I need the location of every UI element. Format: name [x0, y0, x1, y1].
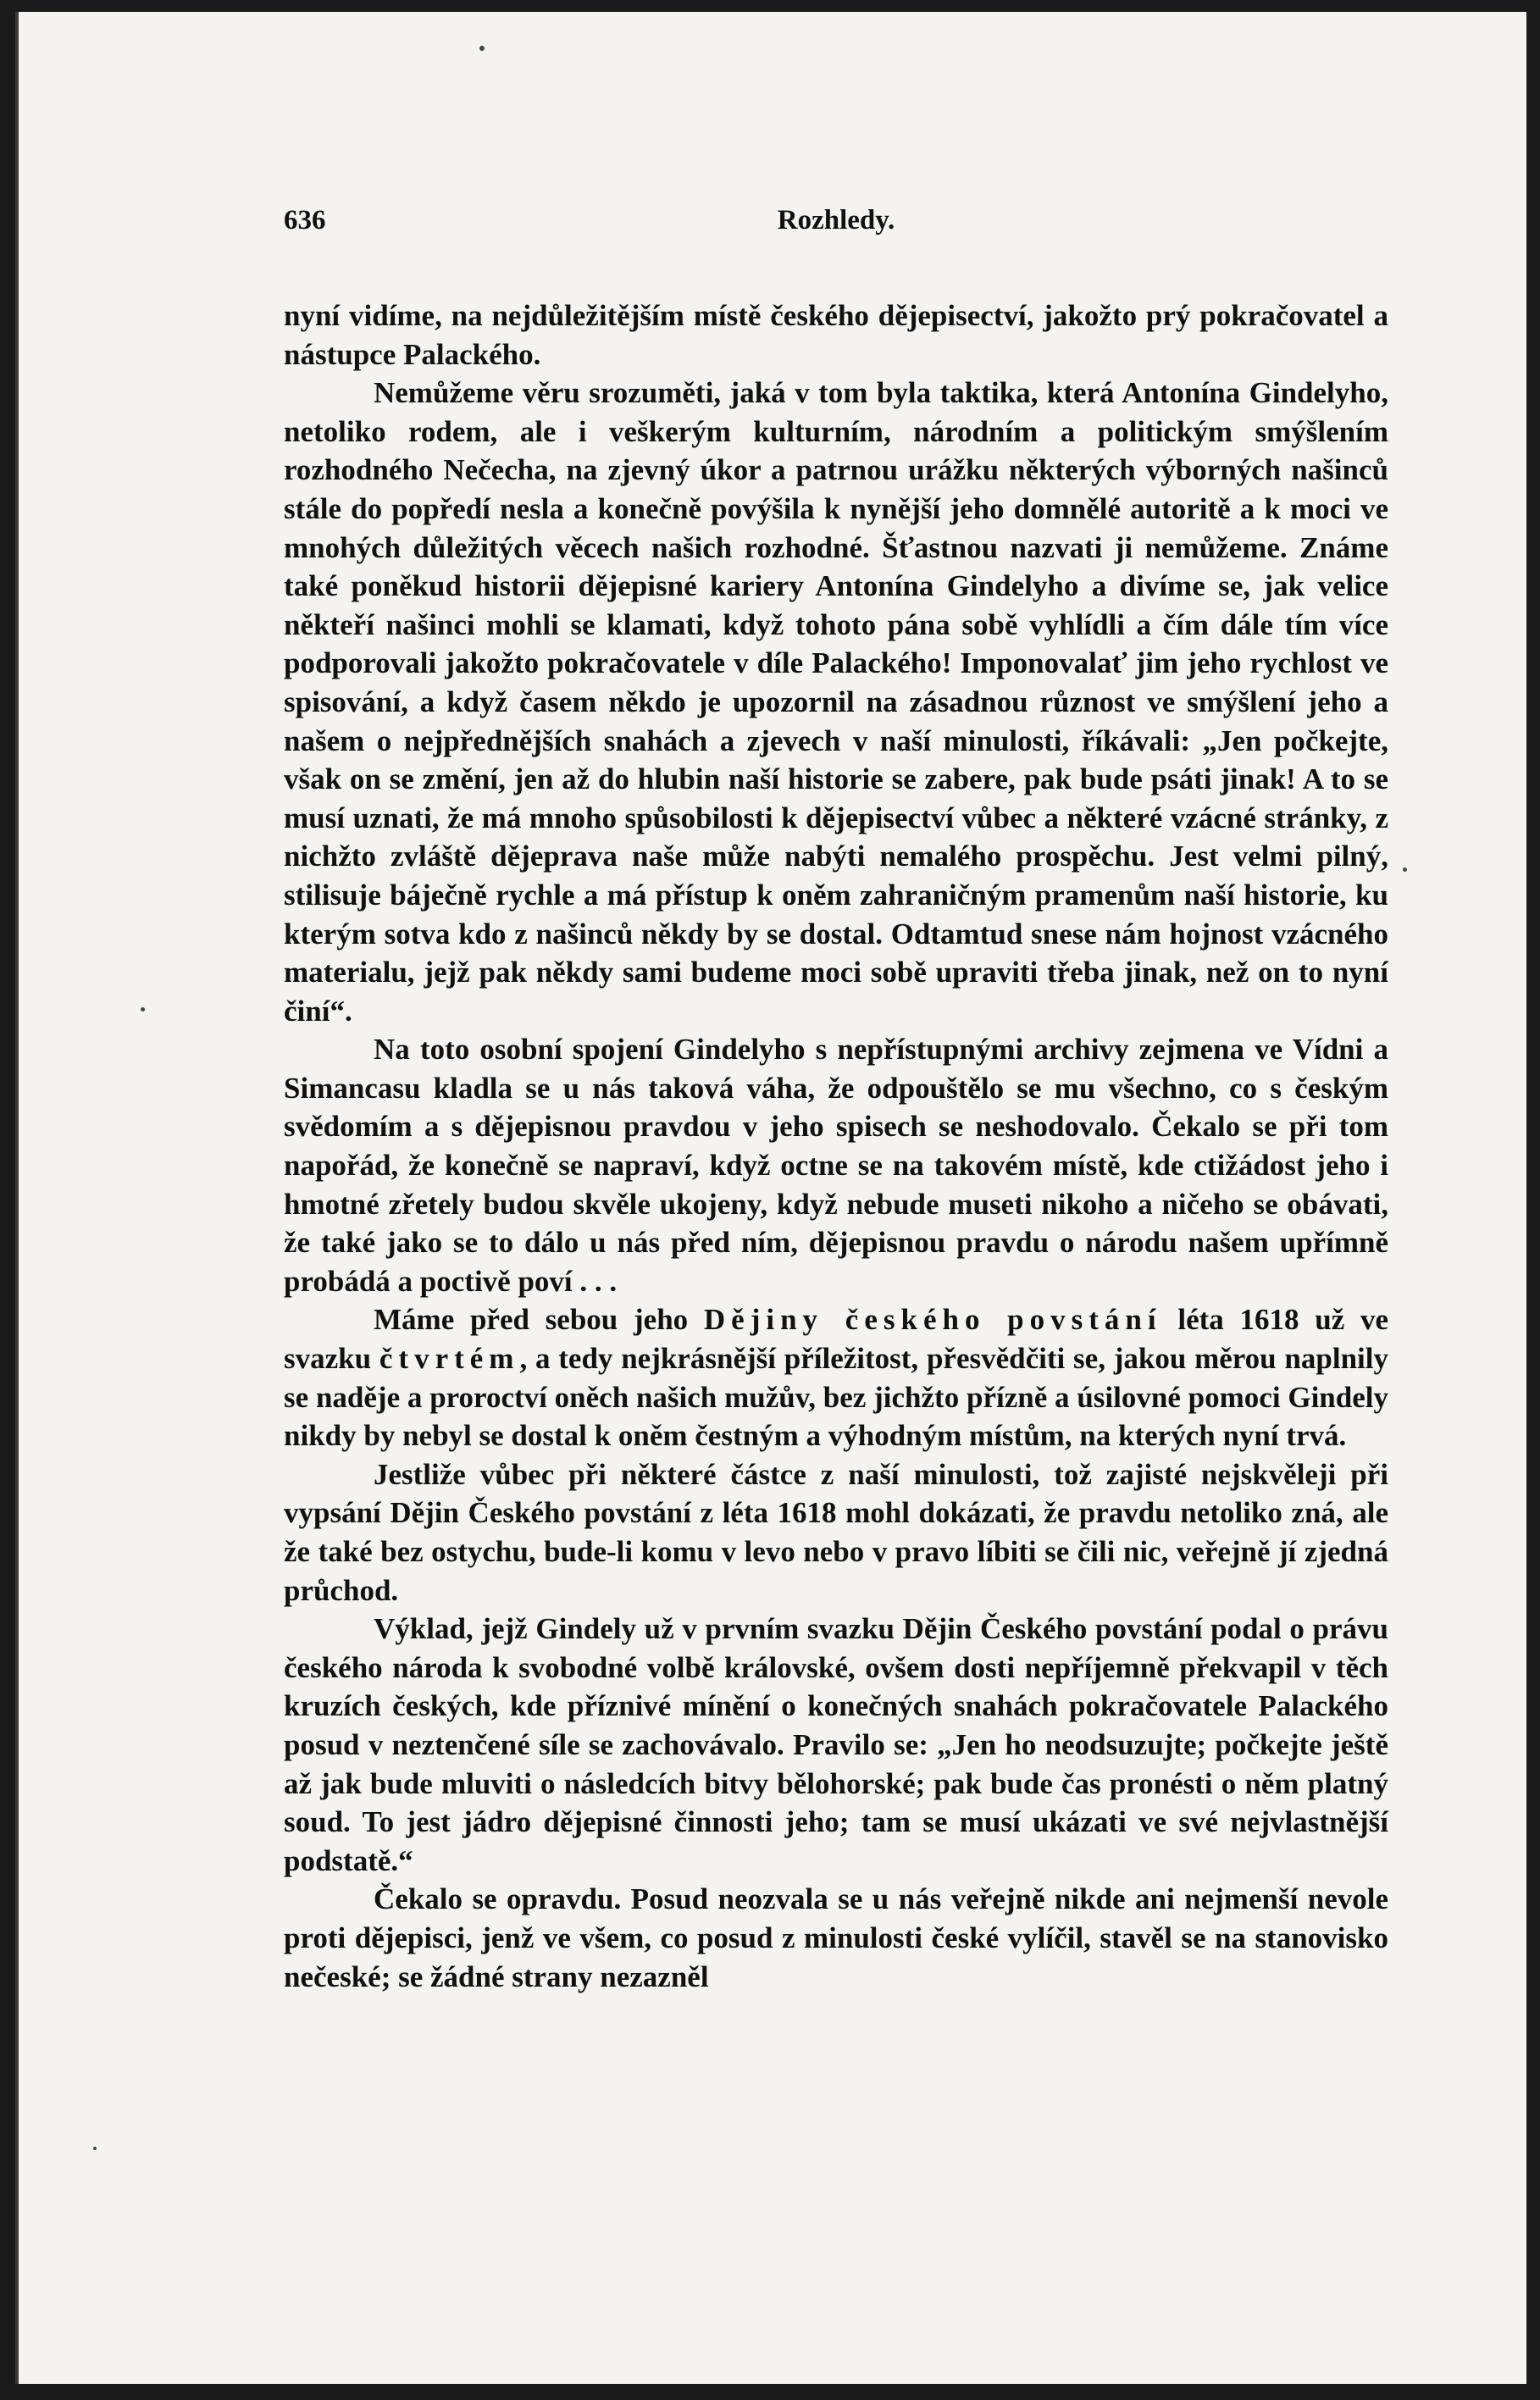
page-header: [284, 205, 1388, 256]
print-speck: [1403, 867, 1407, 872]
paragraph-text: léta 1618 už ve svazku: [284, 1303, 1389, 1376]
paragraph: Na toto osobní spojení Gindelyho s nepřístupnými archivy zejmena ve Vídni a Simancasu kladla se u nás taková váha, že odpouštělo se mu všechno, co s českým svědomím a s dějepisnou pravdou v jeho spisech se neshodovalo. Čekalo se při tom napořád, že konečně se napraví, když octne se na takovém místě, kde ctižádost jeho i hmotné zřetely budou skvěle ukojeny, když nebude museti nikoho a ničeho se obávati, že také jako se to dálo u nás před ním, dějepisnou pravdu o národu našem upřímně probádá a poctivě poví . . .: [284, 1033, 1388, 1298]
body-text: [284, 297, 1388, 1996]
document-page: [15, 12, 1526, 2384]
paragraph: [284, 1300, 1388, 1455]
paragraph: Čekalo se opravdu. Posud neozvala se u nás veřejně nikde ani nejmenší nevole proti dějepisci, jenž ve všem, co posud z minulosti české vylíčil, stavěl se na stanovisko nečeské; se žádné strany nezazněl: [284, 1882, 1388, 1993]
paragraph: Nemůžeme věru srozuměti, jaká v tom byla taktika, která Antonína Gindelyho, netoliko rodem, ale i veškerým kulturním, národním a politickým smýšlením rozhodného Nečecha, na zjevný úkor a patrnou urážku některých výborných našinců stále do popředí nesla a konečně povýšila k nynější jeho domnělé autoritě a k moci ve mnohých důležitých věcech našich rozhodné. Šťastnou nazvati ji nemůžeme. Známe také poněkud historii dějepisné kariery Antonína Gindelyho a divíme se, jak velice někteří našinci mohli se klamati, když tohoto pána sobě vyhlídli a čím dále tím více podporovali jakožto pokračovatele v díle Palackého! Imponovalať jim jeho rychlost ve spisování, a když časem někdo je upozornil na zásadnou různost ve smýšlení jeho a našem o nejpřednějších snahách a zjevech v naší minulosti, říkávali: „Jen počkejte, však on se změní, jen až do hlubin naší historie se zabere, pak bude psáti jinak! A to se musí uznati, že má mnoho spůsobilosti k dějepisectví vůbec a některé vzácné stránky, z nichžto zvláště dějeprava naše může nabýti nemalého prospěchu. Jest velmi pilný, stilisuje báječně rychle a má přístup k oněm zahraničným pramenům naší historie, ku kterým sotva kdo z našinců někdy by se dostal. Odtamtud snese nám hojnost vzácného materialu, jejž pak někdy sami budeme moci sobě upraviti třeba jinak, než on to nyní činí“.: [284, 376, 1388, 1028]
paragraph-text: , a tedy nejkrásnější příležitost, přesvědčiti se, jakou měrou naplnily se naděje a proroctví oněch našich mužův, bez jichžto přízně a úsilovné pomoci Gindely nikdy by nebyl se dostal k oněm čestným a výhodným místům, na kterých nyní trvá.: [284, 1342, 1388, 1453]
book-title: Dějiny českého povstání: [703, 1303, 1162, 1337]
volume-word: čtvrtém: [379, 1342, 520, 1376]
print-speck: [479, 46, 485, 51]
print-speck: [93, 2147, 97, 2150]
running-title: Rozhledy.: [777, 205, 895, 236]
print-speck: [141, 1007, 145, 1012]
paragraph-text: Máme před sebou jeho: [374, 1303, 704, 1337]
paragraph: Výklad, jejž Gindely už v prvním svazku Dějin Českého povstání podal o právu českého národa k svobodné volbě královské, ovšem dosti nepříjemně překvapil v těch kruzích českých, kde příznivé mínění o konečných snahách pokračovatele Palackého posud v neztenčené síle se zachovávalo. Pravilo se: „Jen ho neodsuzujte; počkejte ještě až jak bude mluviti o následcích bitvy bělohorské; pak bude čas pronésti o něm platný soud. To jest jádro dějepisné činnosti jeho; tam se musí ukázati ve své nejvlastnější podstatě.“: [284, 1612, 1388, 1877]
page-number: 636: [284, 205, 326, 236]
paragraph: Jestliže vůbec při některé částce z naší minulosti, tož zajisté nejskvěleji při vypsání Dějin Českého povstání z léta 1618 mohl dokázati, že pravdu netoliko zná, ale že také bez ostychu, bude-li komu v levo nebo v pravo líbiti se čili nic, veřejně jí zjedná průchod.: [284, 1457, 1388, 1607]
paragraph: nyní vidíme, na nejdůležitějším místě českého dějepisectví, jakožto prý pokračovatel a nástupce Palackého.: [284, 299, 1388, 371]
